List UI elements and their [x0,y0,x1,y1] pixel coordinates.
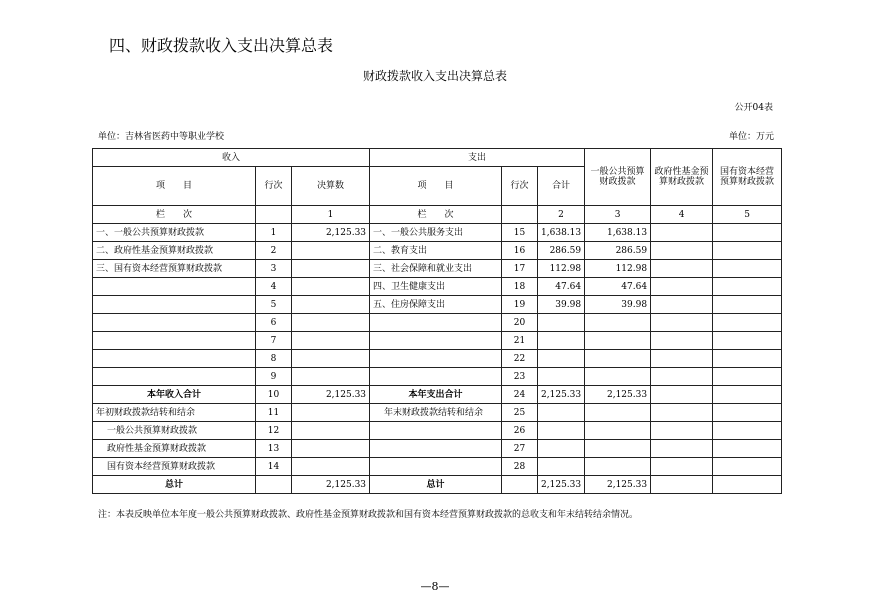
income-row-number: 13 [256,440,292,458]
income-item [93,278,256,296]
carry-over-row [93,458,782,476]
expense-gov-fund [651,314,713,332]
expense-row-number: 25 [502,404,538,422]
expense-item [370,368,502,386]
income-item: 二、政府性基金预算财政拨款 [93,242,256,260]
expense-general-budget: 47.64 [585,278,651,296]
expense-gov-fund [651,332,713,350]
expense-row-number: 21 [502,332,538,350]
expense-general-budget: 112.98 [585,260,651,278]
unit-currency: 单位：万元 [728,132,774,142]
expense-total [538,368,585,386]
carry-over-row [93,440,782,458]
expense-total [538,332,585,350]
expense-carry-item [370,440,502,458]
income-rowno-header: 行次 [256,167,292,206]
expense-header: 支出 [370,149,585,167]
income-year-total-label: 本年收入合计 [93,386,256,404]
income-item [93,296,256,314]
grand-total-row [93,476,782,494]
blank-cell [538,422,585,440]
income-row-number: 4 [256,278,292,296]
income-row-number: 6 [256,314,292,332]
expense-state-capital [713,278,782,296]
blank-cell [651,476,713,494]
income-item [93,332,256,350]
expense-item [370,350,502,368]
expense-total: 39.98 [538,296,585,314]
expense-total [538,350,585,368]
expense-state-capital [713,332,782,350]
expense-row-number: 15 [502,224,538,242]
page-number: —8— [420,580,450,593]
income-amount [292,350,370,368]
blank-cell [256,206,292,224]
income-item [93,368,256,386]
expense-year-total-label: 本年支出合计 [370,386,502,404]
column-label: 栏 次 [93,206,256,224]
expense-grand-general-budget: 2,125.33 [585,476,651,494]
expense-general-budget: 286.59 [585,242,651,260]
income-row-number: 11 [256,404,292,422]
expense-state-capital [713,260,782,278]
blank-cell [651,458,713,476]
expense-gov-fund [651,368,713,386]
expense-state-capital [713,296,782,314]
expense-carry-item [370,458,502,476]
income-amount [292,332,370,350]
income-row-number: 7 [256,332,292,350]
income-row-number: 1 [256,224,292,242]
blank-cell [585,458,651,476]
section-heading: 四、财政拨款收入支出决算总表 [109,36,334,55]
table-row [93,242,782,260]
income-amount [292,260,370,278]
income-amount [292,314,370,332]
expense-rowno-header: 行次 [502,167,538,206]
blank-cell [713,476,782,494]
expense-carry-item: 年末财政拨款结转和结余 [370,404,502,422]
blank-cell [538,458,585,476]
expense-row-number: 18 [502,278,538,296]
blank-cell [502,476,538,494]
income-grand-total-amount: 2,125.33 [292,476,370,494]
income-row-number: 9 [256,368,292,386]
gov-fund-header: 政府性基金预算财政拨款 [651,149,713,206]
expense-total: 286.59 [538,242,585,260]
blank-cell [651,440,713,458]
column-number: 2 [538,206,585,224]
expense-gov-fund [651,224,713,242]
expense-item-header: 项 目 [370,167,502,206]
expense-row-number: 26 [502,422,538,440]
column-number: 5 [713,206,782,224]
state-capital-header: 国有资本经营预算财政拨款 [713,149,782,206]
expense-general-budget [585,332,651,350]
unit-organization: 单位：吉林省医药中等职业学校 [98,132,225,142]
fiscal-appropriation-table [92,148,782,494]
table-row [93,350,782,368]
expense-row-number: 23 [502,368,538,386]
expense-row-number: 28 [502,458,538,476]
income-grand-total-label: 总计 [93,476,256,494]
blank-cell [502,206,538,224]
expense-carry-item [370,422,502,440]
footnote: 注：本表反映单位本年度一般公共预算财政拨款、政府性基金预算财政拨款和国有资本经营预算财政拨款的总收支和年末结转结余情况。 [98,510,639,520]
column-number-row [93,206,782,224]
expense-row-number: 16 [502,242,538,260]
table-row [93,314,782,332]
expense-item: 二、教育支出 [370,242,502,260]
income-year-total-amount: 2,125.33 [292,386,370,404]
expense-item [370,314,502,332]
carry-over-row [93,404,782,422]
table-row [93,278,782,296]
column-number: 1 [292,206,370,224]
expense-general-budget [585,368,651,386]
expense-gov-fund [651,278,713,296]
carry-over-row [93,422,782,440]
blank-cell [651,422,713,440]
expense-total: 47.64 [538,278,585,296]
expense-gov-fund [651,242,713,260]
expense-state-capital [713,314,782,332]
expense-state-capital [713,368,782,386]
income-amount [292,368,370,386]
year-total-row [93,386,782,404]
expense-general-budget [585,350,651,368]
expense-row-number: 19 [502,296,538,314]
blank-cell [256,476,292,494]
income-amount [292,242,370,260]
blank-cell [713,458,782,476]
column-number: 4 [651,206,713,224]
expense-general-budget: 1,638.13 [585,224,651,242]
column-number: 3 [585,206,651,224]
expense-year-gov-fund [651,386,713,404]
expense-total-header: 合计 [538,167,585,206]
expense-general-budget: 39.98 [585,296,651,314]
table-title: 财政拨款收入支出决算总表 [362,69,507,83]
income-amount [292,278,370,296]
expense-year-state-capital [713,386,782,404]
expense-grand-total: 2,125.33 [538,476,585,494]
income-amount-header: 决算数 [292,167,370,206]
income-item: 一、一般公共预算财政拨款 [93,224,256,242]
blank-cell [585,440,651,458]
income-row-number: 12 [256,422,292,440]
blank-cell [538,440,585,458]
expense-row-number: 17 [502,260,538,278]
expense-row-number: 22 [502,350,538,368]
form-number: 公开04表 [734,103,773,113]
expense-row-number: 27 [502,440,538,458]
expense-grand-total-label: 总计 [370,476,502,494]
expense-item: 五、住房保障支出 [370,296,502,314]
expense-row-number: 24 [502,386,538,404]
expense-gov-fund [651,350,713,368]
expense-gov-fund [651,260,713,278]
income-row-number: 14 [256,458,292,476]
table-row [93,296,782,314]
expense-year-general-budget: 2,125.33 [585,386,651,404]
income-amount [292,296,370,314]
income-row-number: 8 [256,350,292,368]
expense-total: 1,638.13 [538,224,585,242]
expense-state-capital [713,224,782,242]
income-carry-amount [292,404,370,422]
expense-year-total: 2,125.33 [538,386,585,404]
income-row-number: 2 [256,242,292,260]
income-header: 收入 [93,149,370,167]
expense-item: 四、卫生健康支出 [370,278,502,296]
expense-total [538,314,585,332]
expense-row-number: 20 [502,314,538,332]
blank-cell [713,404,782,422]
expense-general-budget [585,314,651,332]
income-carry-item: 一般公共预算财政拨款 [93,422,256,440]
blank-cell [713,440,782,458]
income-row-number: 3 [256,260,292,278]
income-carry-amount [292,458,370,476]
blank-cell [651,404,713,422]
blank-cell [713,422,782,440]
income-carry-item: 政府性基金预算财政拨款 [93,440,256,458]
header-row-1 [93,149,782,167]
expense-item [370,332,502,350]
blank-cell [585,422,651,440]
income-row-number: 10 [256,386,292,404]
column-label: 栏 次 [370,206,502,224]
table-row [93,368,782,386]
blank-cell [585,404,651,422]
income-amount: 2,125.33 [292,224,370,242]
income-carry-item: 国有资本经营预算财政拨款 [93,458,256,476]
expense-item: 三、社会保障和就业支出 [370,260,502,278]
general-budget-header: 一般公共预算财政拨款 [585,149,651,206]
income-carry-item: 年初财政拨款结转和结余 [93,404,256,422]
income-carry-amount [292,440,370,458]
income-carry-amount [292,422,370,440]
table-row [93,224,782,242]
income-item: 三、国有资本经营预算财政拨款 [93,260,256,278]
table-row [93,260,782,278]
income-item-header: 项 目 [93,167,256,206]
table-row [93,332,782,350]
income-item [93,314,256,332]
income-item [93,350,256,368]
expense-state-capital [713,350,782,368]
expense-total: 112.98 [538,260,585,278]
expense-state-capital [713,242,782,260]
expense-gov-fund [651,296,713,314]
expense-item: 一、一般公共服务支出 [370,224,502,242]
income-row-number: 5 [256,296,292,314]
blank-cell [538,404,585,422]
